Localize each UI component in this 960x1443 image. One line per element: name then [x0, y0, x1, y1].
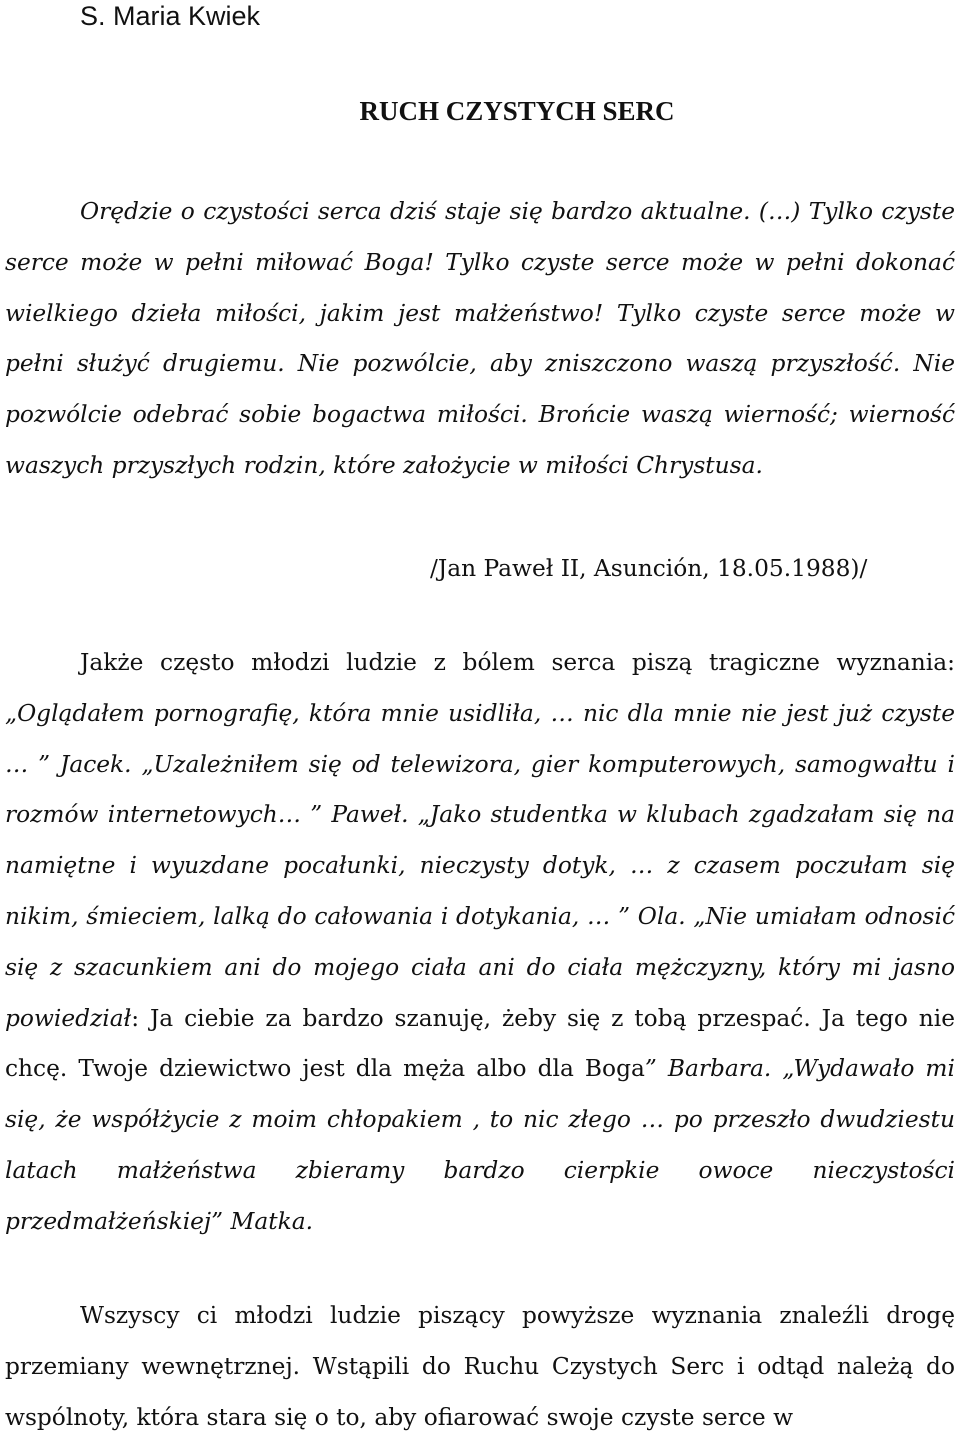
- testimony-reply: : Ja ciebie za bardzo szanuję, żeby się z tobą przespać. Ja tego nie chcę. Twoje dziewictwo jest dla męża albo dla Boga: [5, 1004, 955, 1083]
- closing-paragraph: Wszyscy ci młodzi ludzie piszący powyższe wyznania znaleźli drogę przemiany wewnętrznej. Wstąpili do Ruchu Czystych Serc i odtąd należą do wspólnoty, która stara się o to, aby ofiarować swoje czyste serce w: [5, 1302, 955, 1431]
- testimonies-paragraph: [5, 638, 955, 1248]
- quote-citation: /Jan Paweł II, Asunción, 18.05.1988)/: [430, 555, 868, 582]
- testimonies-quotes: „Oglądałem pornografię, która mnie usidliła, … nic dla mnie nie jest już czyste … ” Jacek. „Uzależniłem się od telewizora, gier komputerowych, samogwałtu i rozmów internetowych… ” Paweł. „Jako studentka w klubach zgadzałam się na namiętne i wyuzdane pocałunki, nieczysty dotyk, … z czasem poczułam się nikim, śmieciem, lalką do całowania i dotykania, … ” Ola. „Nie umiałam odnosić się z szacunkiem ani do mojego ciała ani do ciała mężczyzny, który mi jasno powiedział: [5, 699, 955, 1032]
- page-title: RUCH CZYSTYCH SERC: [359, 96, 675, 126]
- testimonies-intro: Jakże często młodzi ludzie z bólem serca piszą tragiczne wyznania:: [80, 649, 955, 676]
- testimonies-quotes-continued: ” Barbara. „Wydawało mi się, że współżycie z moim chłopakiem , to nic złego … po przeszło dwudziestu latach małżeństwa zbieramy bardzo cierpkie owoce nieczystości przedmałżeńskiej” Matka.: [5, 1055, 955, 1235]
- author-name: S. Maria Kwiek: [80, 1, 261, 31]
- papal-quote: Orędzie o czystości serca dziś staje się bardzo aktualne. (…) Tylko czyste serce może w pełni miłować Boga! Tylko czyste serce może w pełni dokonać wielkiego dzieła miłości, jakim jest małżeństwo! Tylko czyste serce może w pełni służyć drugiemu. Nie pozwólcie, aby zniszczono waszą przyszłość. Nie pozwólcie odebrać sobie bogactwa miłości. Brońcie waszą wierność; wierność waszych przyszłych rodzin, które założycie w miłości Chrystusa.: [5, 198, 955, 479]
